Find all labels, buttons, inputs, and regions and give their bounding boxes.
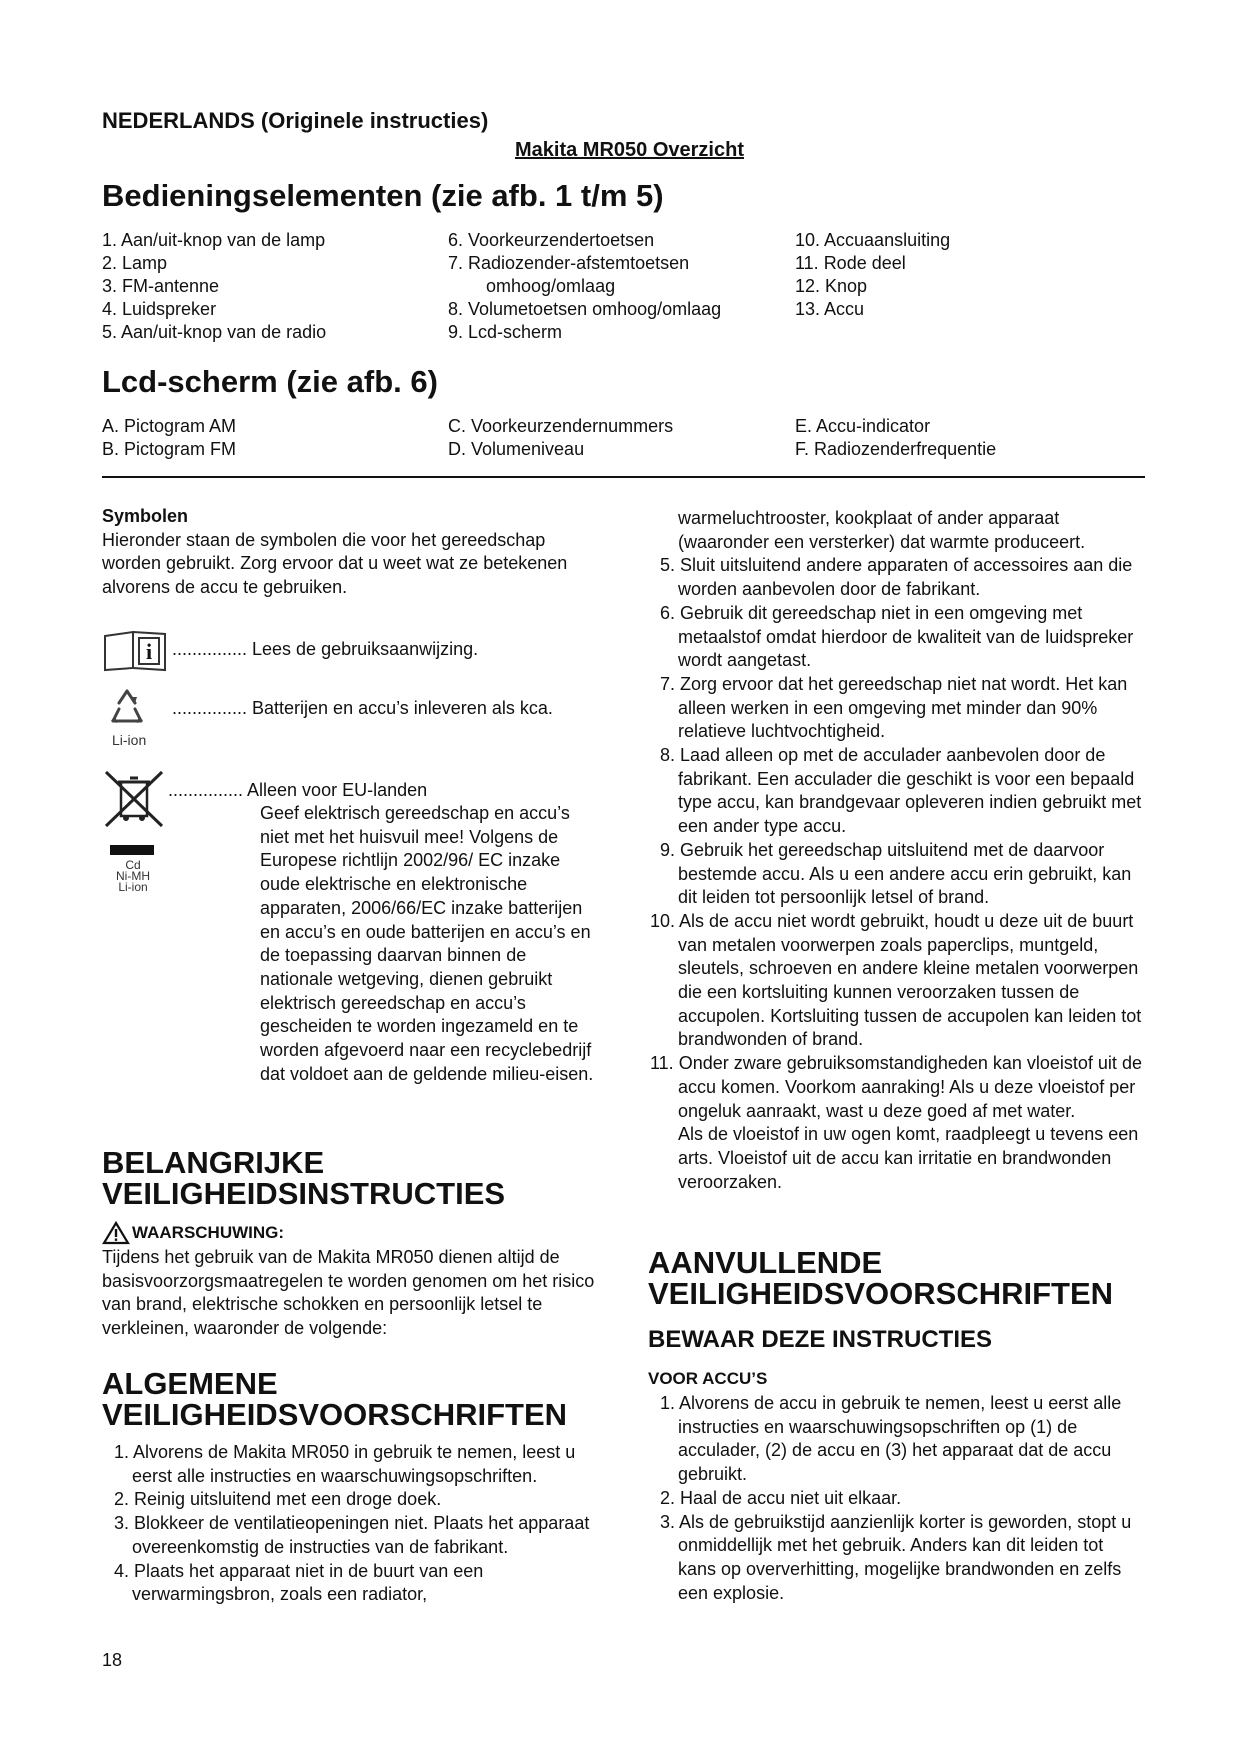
- symbols-heading: Symbolen: [102, 506, 189, 526]
- general-safety-list: [102, 1441, 602, 1607]
- symbols-section: [102, 505, 597, 600]
- lcd-column-2: [448, 415, 673, 461]
- recycle-icon: [105, 687, 149, 729]
- warning-text: Tijdens het gebruik van de Makita MR050 dienen altijd de basisvoorzorgsmaatregelen te worden genomen om het risico van brand, elektrische schokken en persoonlijk letsel te verkleinen, waaronder de volgende:: [102, 1247, 595, 1339]
- warning-label: WAARSCHUWING:: [132, 1223, 285, 1242]
- list-item: 3. Als de gebruikstijd aanzienlijk korter is geworden, stopt u onmiddellijk met het gebruik. Anders kan dit leiden tot kans op oververhitting, mogelijke brandwonden en zelfs een explosie.: [660, 1511, 1132, 1603]
- save-instructions-heading: BEWAAR DEZE INSTRUCTIES: [648, 1326, 993, 1353]
- list-item: A. Pictogram AM: [102, 416, 237, 436]
- controls-column-1: [102, 229, 326, 344]
- list-item: 2. Haal de accu niet uit elkaar.: [660, 1487, 902, 1508]
- list-item-continuation: warmeluchtrooster, kookplaat of ander apparaat (waaronder een versterker) dat warmte produceert.: [678, 508, 1086, 552]
- list-item: 1. Alvorens de Makita MR050 in gebruik te nemen, leest u eerst alle instructies en waarschuwingsopschriften.: [114, 1442, 576, 1486]
- section-divider: [102, 476, 1145, 478]
- document-language-title: NEDERLANDS (Originele instructies): [102, 108, 489, 133]
- list-item: omhoog/omlaag: [486, 276, 616, 296]
- controls-column-3: [795, 229, 950, 321]
- right-safety-list: [648, 507, 1146, 1194]
- list-item: C. Voorkeurzendernummers: [448, 416, 674, 436]
- additional-safety-heading: AANVULLENDE VEILIGHEIDSVOORSCHRIFTEN: [648, 1245, 1114, 1311]
- list-item: E. Accu-indicator: [795, 416, 931, 436]
- lcd-heading: Lcd-scherm (zie afb. 6): [102, 364, 438, 399]
- recycle-label: Li-ion: [112, 732, 147, 748]
- list-item: 10. Als de accu niet wordt gebruikt, houdt u deze uit de buurt van metalen voorwerpen zoals paperclips, muntgeld, sleutels, schroeven en andere kleine metalen voorwerpen die een kortsluiting kunnen veroorzaken tussen de accupolen. Kortsluiting tussen de accupolen kan leiden tot brandwonden of brand.: [650, 910, 1142, 1050]
- list-item: D. Volumeniveau: [448, 439, 585, 459]
- list-item: 2. Reinig uitsluitend met een droge doek.: [114, 1489, 442, 1510]
- svg-text:i: i: [145, 639, 153, 664]
- battery-heading: VOOR ACCU’S: [648, 1369, 768, 1388]
- list-item: 6. Gebruik dit gereedschap niet in een omgeving met metaalstof omdat hierdoor de kwaliteit van de luidspreker wordt aangetast.: [660, 602, 1134, 671]
- list-item-extra: Als de vloeistof in uw ogen komt, raadpleegt u tevens een arts. Vloeistof uit de accu kan irritatie en brandwonden veroorzaken.: [678, 1124, 1139, 1192]
- page-number: 18: [102, 1650, 123, 1670]
- read-manual-text: ............... Lees de gebruiksaanwijzing.: [172, 639, 479, 659]
- symbols-intro: Hieronder staan de symbolen die voor het gereedschap worden gebruikt. Zorg ervoor dat u weet wat ze betekenen alvorens de accu te gebruiken.: [102, 529, 568, 598]
- list-item: 8. Laad alleen op met de acculader aanbevolen door de fabrikant. Een acculader die geschikt is voor een bepaald type accu, kan brandgevaar opleveren indien gebruikt met een ander type accu.: [660, 745, 1142, 837]
- bin-underline-bar: [110, 845, 154, 855]
- lcd-column-1: [102, 415, 236, 461]
- list-item: 8. Volumetoetsen omhoog/omlaag: [448, 299, 722, 319]
- lcd-column-3: [795, 415, 996, 461]
- list-item: 4. Luidspreker: [102, 299, 217, 319]
- eu-only-text: ............... Alleen voor EU-landen: [168, 780, 428, 800]
- list-item: 6. Voorkeurzendertoetsen: [448, 230, 655, 250]
- list-item: 5. Aan/uit-knop van de radio: [102, 322, 327, 342]
- list-item: 7. Zorg ervoor dat het gereedschap niet nat wordt. Het kan alleen werken in een omgeving met minder dan 90% relatieve luchtvochtigheid.: [660, 673, 1128, 742]
- safety-heading: BELANGRIJKE VEILIGHEIDSINSTRUCTIES: [102, 1145, 506, 1211]
- list-item: 3. Blokkeer de ventilatieopeningen niet. Plaats het apparaat overeenkomstig de instructies van de fabrikant.: [114, 1513, 590, 1557]
- controls-column-2: [448, 229, 721, 344]
- battery-safety-list: [648, 1392, 1146, 1605]
- recycle-text: ............... Batterijen en accu’s inleveren als kca.: [172, 698, 553, 718]
- general-safety-heading: ALGEMENE VEILIGHEIDSVOORSCHRIFTEN: [102, 1366, 568, 1432]
- controls-heading: Bedieningselementen (zie afb. 1 t/m 5): [102, 178, 664, 213]
- warning-triangle-icon: [102, 1221, 130, 1245]
- list-item: 9. Lcd-scherm: [448, 322, 563, 342]
- list-item: 4. Plaats het apparaat niet in de buurt van een verwarmingsbron, zoals een radiator,: [114, 1560, 484, 1605]
- list-item: 5. Sluit uitsluitend andere apparaten of accessoires aan die worden aanbevolen door de fabrikant.: [660, 555, 1133, 600]
- bin-battery-labels: Cd Ni-MH Li-ion: [116, 858, 150, 894]
- list-item: 13. Accu: [795, 299, 865, 319]
- list-item: 10. Accuaansluiting: [795, 230, 951, 250]
- list-item: 12. Knop: [795, 276, 868, 296]
- list-item: F. Radiozenderfrequentie: [795, 439, 997, 459]
- list-item: B. Pictogram FM: [102, 439, 237, 459]
- eu-disposal-text: Geef elektrisch gereedschap en accu’s niet met het huisvuil mee! Volgens de Europese richtlijn 2002/96/ EC inzake oude elektrische en elektronische apparaten, 2006/66/EC inzake batterijen en accu’s en oude batterijen en accu’s en de toepassing daarvan binnen de nationale wetgeving, dienen gebruikt elektrisch gereedschap en accu’s gescheiden te worden ingezameld en te worden afgevoerd naar een recyclebedrijf dat voldoet aan de geldende milieu-eisen.: [260, 803, 594, 1084]
- read-manual-icon: [103, 628, 167, 672]
- list-item: 1. Aan/uit-knop van de lamp: [102, 230, 326, 250]
- list-item: 11. Rode deel: [795, 253, 906, 273]
- list-item: 11. Onder zware gebruiksomstandigheden kan vloeistof uit de accu komen. Voorkom aanraking! Als u deze vloeistof per ongeluk aanraakt, wast u deze goed af met water.: [650, 1053, 1142, 1121]
- warning-row: [102, 1221, 284, 1245]
- crossed-out-bin-icon: [104, 770, 166, 830]
- list-item: 1. Alvorens de accu in gebruik te nemen, leest u eerst alle instructies en waarschuwingsopschriften op (1) de acculader, (2) de accu en (3) het apparaat dat de accu gebruikt.: [660, 1393, 1122, 1485]
- list-item: 7. Radiozender-afstemtoetsen: [448, 253, 690, 273]
- list-item: 9. Gebruik het gereedschap uitsluitend met de daarvoor bestemde accu. Als u een andere accu erin gebruikt, kan dit leiden tot persoonlijk letsel of brand.: [660, 839, 1132, 908]
- model-overview-title: Makita MR050 Overzicht: [515, 139, 744, 161]
- list-item: 2. Lamp: [102, 253, 168, 273]
- list-item: 3. FM-antenne: [102, 276, 220, 296]
